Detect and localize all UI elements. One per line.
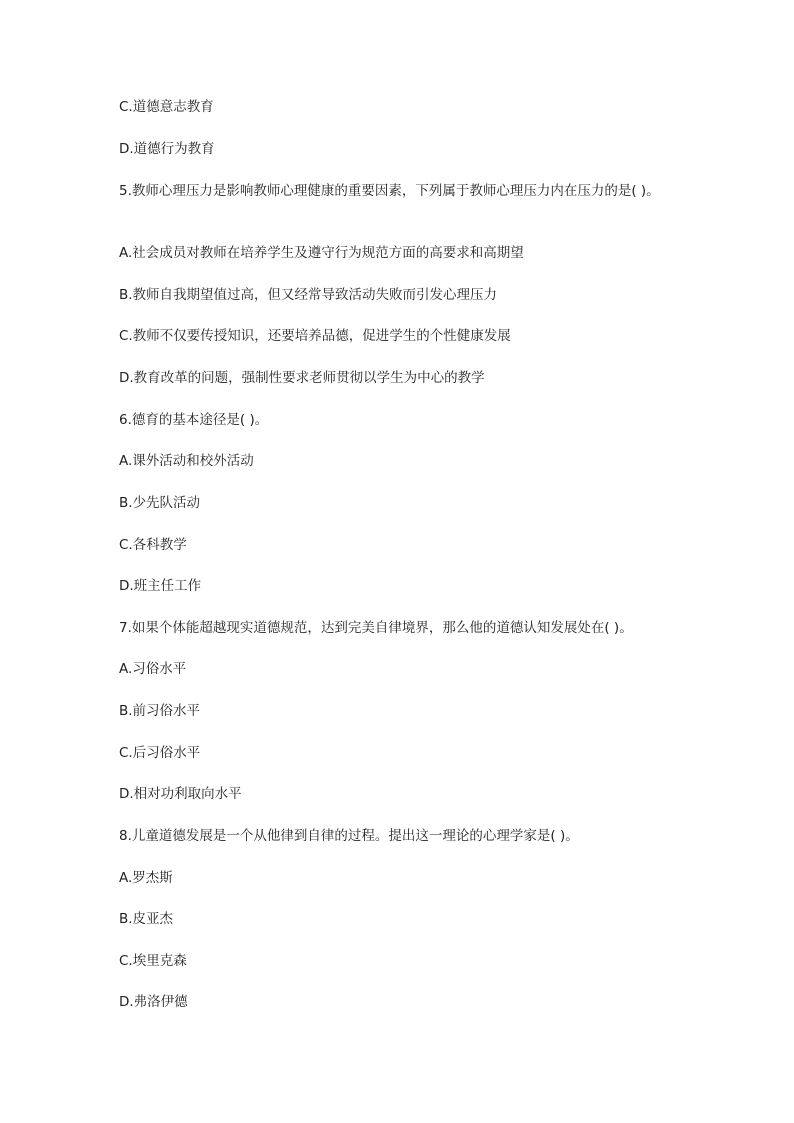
q6-option-c: C.各科教学 [119, 537, 187, 553]
q7-option-c: C.后习俗水平 [119, 745, 201, 761]
q8-option-c: C.埃里克森 [119, 953, 187, 969]
q4-option-c: C.道德意志教育 [119, 99, 214, 115]
q5-stem: 5.教师心理压力是影响教师心理健康的重要因素，下列属于教师心理压力内在压力的是( )。 [119, 183, 660, 199]
q6-option-d: D.班主任工作 [119, 578, 202, 594]
q7-option-a: A.习俗水平 [119, 661, 187, 677]
q8-option-b: B.皮亚杰 [119, 911, 174, 927]
q6-option-a: A.课外活动和校外活动 [119, 453, 254, 469]
q8-option-d: D.弗洛伊德 [119, 994, 188, 1010]
q6-stem: 6.德育的基本途径是( )。 [119, 412, 269, 428]
q5-option-b: B.教师自我期望值过高，但又经常导致活动失败而引发心理压力 [119, 287, 498, 303]
q5-option-c: C.教师不仅要传授知识，还要培养品德，促进学生的个性健康发展 [119, 328, 511, 344]
q6-option-b: B.少先队活动 [119, 495, 201, 511]
q8-option-a: A.罗杰斯 [119, 870, 173, 886]
q7-option-b: B.前习俗水平 [119, 703, 201, 719]
q7-option-d: D.相对功利取向水平 [119, 786, 242, 802]
q4-option-d: D.道德行为教育 [119, 141, 215, 157]
q5-option-a: A.社会成员对教师在培养学生及遵守行为规范方面的高要求和高期望 [119, 245, 524, 261]
q5-option-d: D.教育改革的问题，强制性要求老师贯彻以学生为中心的教学 [119, 370, 485, 386]
q7-stem: 7.如果个体能超越现实道德规范，达到完美自律境界，那么他的道德认知发展处在( )。 [119, 620, 633, 636]
q8-stem: 8.儿童道德发展是一个从他律到自律的过程。提出这一理论的心理学家是( )。 [119, 828, 579, 844]
